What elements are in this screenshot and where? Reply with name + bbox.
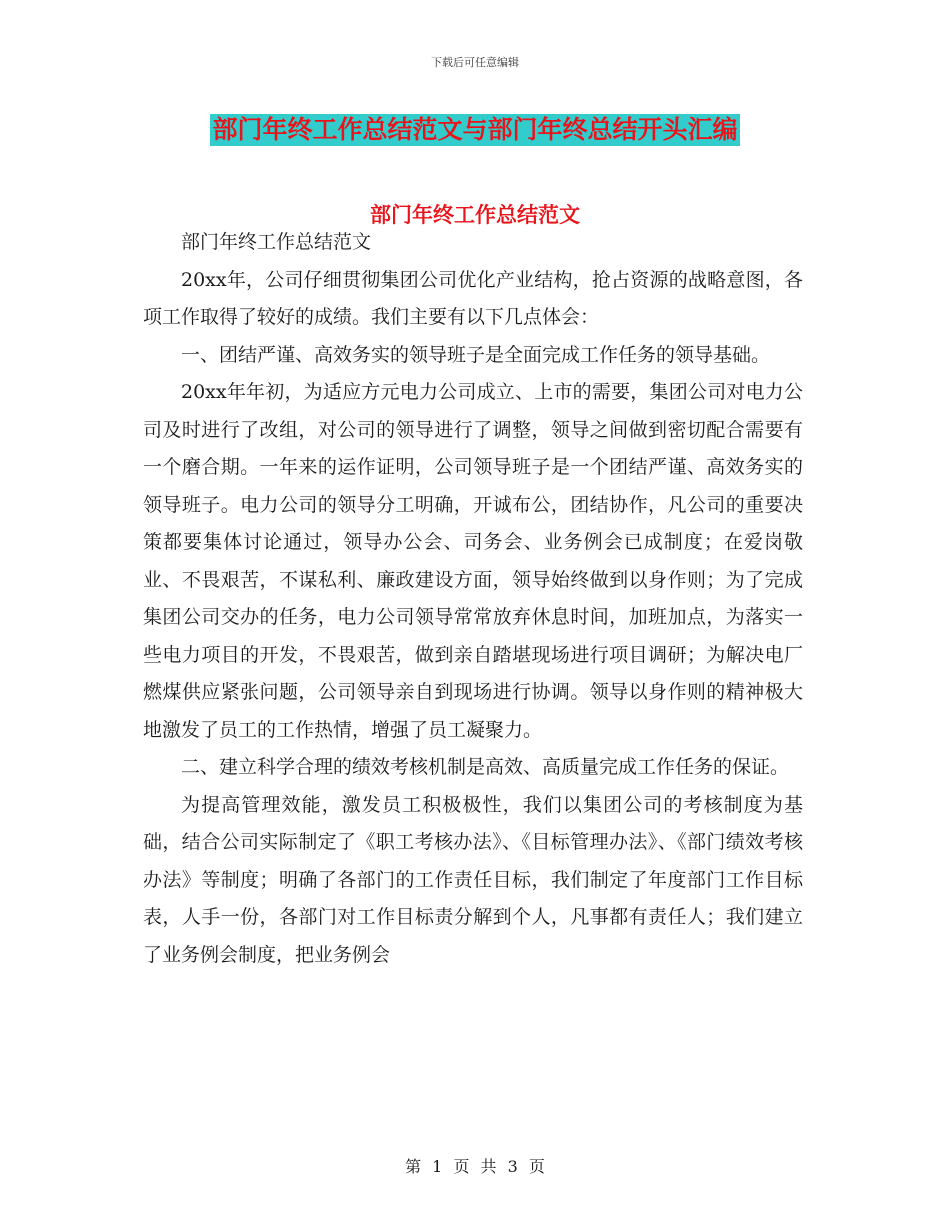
body-text [143,224,803,974]
paragraph-5: 二、建立科学合理的绩效考核机制是高效、高质量完成工作任务的保证。 [181,756,790,778]
page-footer: 第 1 页 共 3 页 [405,1157,545,1176]
paragraph-3: 一、团结严谨、高效务实的领导班子是全面完成工作任务的领导基础。 [181,343,771,366]
paragraph-1: 部门年终工作总结范文 [181,231,372,253]
document-title: 部门年终工作总结范文与部门年终总结开头汇编 [212,115,738,144]
header-note: 下载后可任意编辑 [431,56,519,69]
paragraph-6: 为提高管理效能，激发员工积极极性，我们以集团公司的考核制度为基础，结合公司实际制定了《职工考核办法》、《目标管理办法》、《部门绩效考核办法》等制度；明确了各部门的工作责任目标，我们制定了年度部门工作目标表，人手一份，各部门对工作目标责分解到个人，凡事都有责任人；我们建立了业务例会制度，把业务例会 [143,793,803,966]
section-title: 部门年终工作总结范文 [370,203,580,227]
paragraph-2: 20xx年，公司仔细贯彻集团公司优化产业结构，抢占资源的战略意图，各项工作取得了较好的成绩。我们主要有以下几点体会： [143,268,803,328]
paragraph-4: 20xx年年初，为适应方元电力公司成立、上市的需要，集团公司对电力公司及时进行了改组，对公司的领导进行了调整，领导之间做到密切配合需要有一个磨合期。一年来的运作证明，公司领导班子是一个团结严谨、高效务实的领导班子。电力公司的领导分工明确，开诚布公，团结协作，凡公司的重要决策都要集体讨论通过，领导办公会、司务会、业务例会已成制度；在爱岗敬业、不畏艰苦，不谋私利、廉政建设方面，领导始终做到以身作则；为了完成集团公司交办的任务，电力公司领导常常放弃休息时间，加班加点，为落实一些电力项目的开发，不畏艰苦，做到亲自踏堪现场进行项目调研；为解决电厂燃煤供应紧张问题，公司领导亲自到现场进行协调。领导以身作则的精神极大地激发了员工的工作热情，增强了员工凝聚力。 [143,381,803,741]
document-title-wrapper [0,114,950,146]
